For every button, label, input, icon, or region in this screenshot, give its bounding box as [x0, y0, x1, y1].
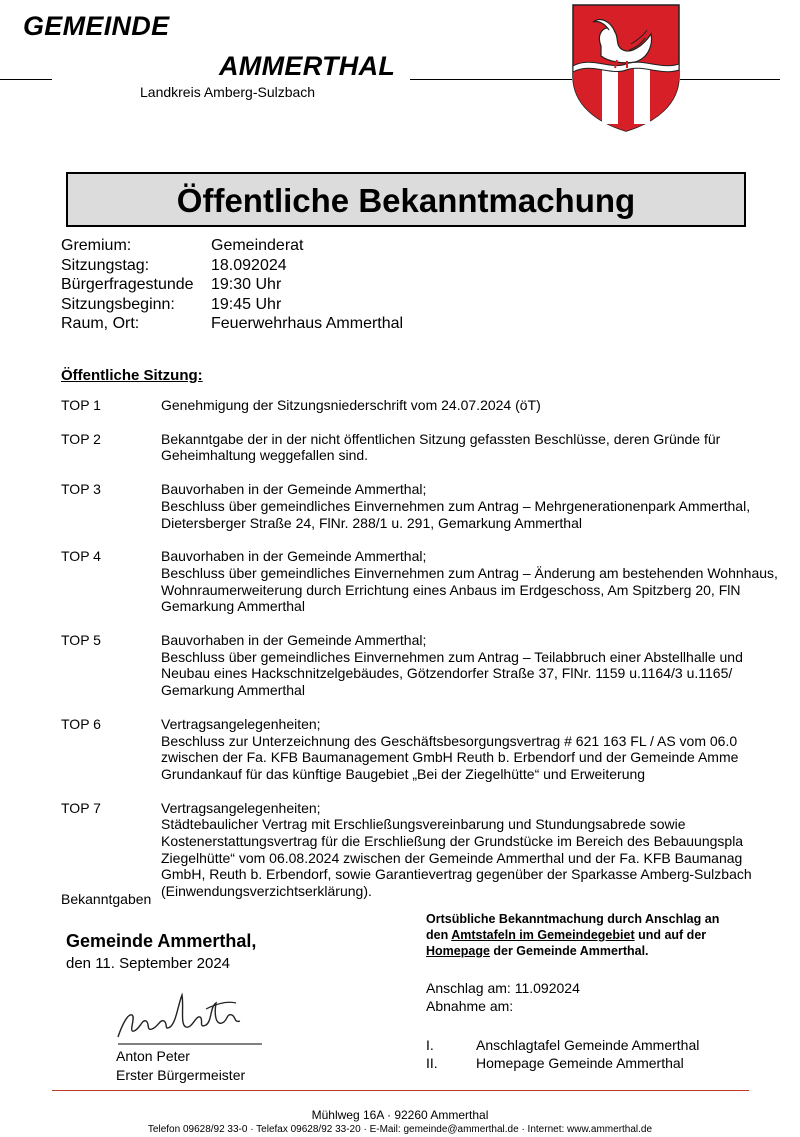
- agenda-line: Bekanntgabe der in der nicht öffentlichen Sitzung gefassten Beschlüsse, deren Gründe für: [161, 430, 721, 447]
- header-district: Landkreis Amberg-Sulzbach: [140, 84, 316, 100]
- agenda-item: [61, 481, 800, 531]
- agenda-item: [61, 397, 800, 414]
- agenda-line: GmbH, Reuth b. Erbendorf, sowie Garantievertrag gegenüber der Sparkasse Amberg-Sulzbach: [161, 866, 752, 883]
- footer-divider: [52, 1090, 749, 1091]
- agenda-line: Genehmigung der Sitzungsniederschrift vom 24.07.2024 (öT): [161, 397, 541, 413]
- signer: [116, 1047, 245, 1085]
- agenda-text: [161, 716, 738, 783]
- agenda-line: Beschluss über gemeindliches Einvernehmen zum Antrag – Teilabbruch einer Abstellhalle und: [161, 648, 743, 665]
- agenda-line: Gemarkung Ammerthal: [161, 598, 305, 615]
- agenda-number: TOP 5: [61, 632, 101, 649]
- agenda-line: Vertragsangelegenheiten;: [161, 799, 321, 816]
- coat-of-arms: [571, 4, 681, 132]
- meta-row: [61, 275, 403, 295]
- header-gemeinde: GEMEINDE: [23, 11, 170, 41]
- agenda-line: Kostenerstattungsvertrag für die Erschließung der Grundstücke im Bereich des Bebauungspla: [161, 833, 744, 850]
- agenda-item: [61, 431, 800, 464]
- title-box: [66, 172, 746, 227]
- header-ammerthal: AMMERTHAL: [219, 51, 396, 81]
- list-item: [426, 1036, 699, 1054]
- signature-date: den 11. September 2024: [66, 955, 231, 972]
- agenda-line: Ziegelhütte“ vom 06.08.2024 zwischen der Gemeinde Ammerthal und der Fa. KFB Baumanag: [161, 849, 743, 866]
- signature-icon: [110, 985, 270, 1047]
- header-rule-middle: [410, 79, 572, 80]
- agenda-line: Bauvorhaben in der Gemeinde Ammerthal;: [161, 548, 427, 565]
- agenda-line: Dietersberger Straße 24, FlNr. 288/1 u. 291, Gemarkung Ammerthal: [161, 514, 582, 531]
- meta-value: 19:30 Uhr: [211, 276, 282, 293]
- meta-row: [61, 256, 403, 276]
- section-title: Öffentliche Sitzung:: [61, 367, 203, 384]
- agenda-number: TOP 1: [61, 397, 101, 413]
- agenda-text: [161, 800, 752, 900]
- notice-text: und auf der: [634, 928, 707, 942]
- page-title: Öffentliche Bekanntmachung: [176, 182, 636, 219]
- meta-label: Raum, Ort:: [61, 315, 140, 332]
- agenda-number: TOP 6: [61, 715, 101, 732]
- meta-label: Sitzungsbeginn:: [61, 295, 175, 313]
- footer-contact: Telefon 09628/92 33-0 · Telefax 09628/92 33-20 · E-Mail: gemeinde@ammerthal.de · Internet: www.ammerthal.de: [147, 1124, 653, 1135]
- notice-line-2: [426, 927, 786, 943]
- agenda-line: Beschluss zur Unterzeichnung des Geschäftsbesorgungsvertrag # 621 163 FL / AS vom 06.0: [161, 732, 738, 749]
- agenda-item: [61, 800, 800, 900]
- agenda-line: (Einwendungsverzichtserklärung).: [161, 883, 372, 900]
- bekanntgaben-heading: Bekanntgaben: [61, 891, 152, 907]
- agenda-line: Neubau eines Hackschnitzelgebäudes, Götzendorfer Straße 37, FlNr. 1159 u.1164/3 u.1165/: [161, 665, 733, 682]
- agenda-line: zwischen der Fa. KFB Baumanagement GmbH Reuth b. Erbendorf und der Gemeinde Amme: [161, 749, 739, 766]
- notice-text: den: [426, 928, 452, 942]
- notice-line-1: Ortsübliche Bekanntmachung durch Anschlag an: [426, 912, 720, 926]
- meta-row: [61, 295, 403, 315]
- meta-label: Bürgerfragestunde: [61, 276, 194, 293]
- header-rule-left: [0, 79, 52, 80]
- agenda-line: Bauvorhaben in der Gemeinde Ammerthal;: [161, 481, 427, 498]
- signature-block: [66, 931, 256, 972]
- agenda-line: Wohnraumerweiterung durch Errichtung eines Anbaus im Erdgeschoss, Am Spitzberg 20, FlN: [161, 581, 741, 598]
- handwritten-signature: [110, 985, 270, 1047]
- meta-value: 18.092024: [211, 256, 287, 274]
- signer-role: Erster Bürgermeister: [116, 1067, 246, 1083]
- agenda-text: [161, 548, 778, 615]
- notice-underlined: Amtstafeln im Gemeindegebiet: [451, 928, 635, 942]
- meta-value: 19:45 Uhr: [211, 295, 282, 313]
- meta-label: Gremium:: [61, 237, 132, 254]
- meta-label: Sitzungstag:: [61, 256, 150, 274]
- agenda-line: Städtebaulicher Vertrag mit Erschließungsvereinbarung und Stundungsabrede sowie: [161, 816, 686, 833]
- agenda-text: [161, 481, 750, 531]
- posting-places: [426, 1036, 699, 1072]
- agenda-number: TOP 4: [61, 548, 101, 565]
- list-text: Homepage Gemeinde Ammerthal: [476, 1055, 684, 1071]
- list-number: I.: [426, 1037, 434, 1053]
- meeting-meta: [61, 236, 403, 334]
- agenda-line: Vertragsangelegenheiten;: [161, 715, 321, 732]
- notice-text: der Gemeinde Ammerthal.: [489, 944, 649, 958]
- agenda-item: [61, 548, 800, 615]
- meta-row: [61, 314, 403, 334]
- notice-underlined: Homepage: [426, 944, 490, 958]
- list-item: [426, 1054, 699, 1072]
- agenda-number: TOP 2: [61, 430, 101, 447]
- agenda-line: Beschluss über gemeindliches Einvernehmen zum Antrag – Mehrgenerationenpark Ammerthal,: [161, 497, 751, 514]
- agenda-line: Geheimhaltung weggefallen sind.: [161, 447, 369, 464]
- agenda-text: [161, 632, 743, 699]
- notice-block: [426, 911, 786, 959]
- agenda: [61, 397, 800, 917]
- meta-value: Feuerwehrhaus Ammerthal: [211, 315, 404, 332]
- meta-value: Gemeinderat: [211, 237, 304, 254]
- agenda-text: [161, 397, 541, 414]
- meta-row: [61, 236, 403, 256]
- agenda-text: [161, 431, 720, 464]
- posted-on: Anschlag am: 11.092024: [426, 980, 580, 996]
- posting-dates: [426, 979, 580, 1015]
- header-rule-right: [680, 79, 780, 80]
- coat-of-arms-icon: [571, 4, 681, 132]
- agenda-line: Grundankauf für das künftige Baugebiet „Bei der Ziegelhütte“ und Erweiterung: [161, 765, 646, 782]
- list-text: Anschlagtafel Gemeinde Ammerthal: [476, 1037, 700, 1053]
- agenda-line: Beschluss über gemeindliches Einvernehmen zum Antrag – Änderung am bestehenden Wohnhaus,: [161, 564, 778, 581]
- agenda-line: Bauvorhaben in der Gemeinde Ammerthal;: [161, 632, 427, 649]
- notice-line-3: [426, 943, 786, 959]
- list-number: II.: [426, 1055, 438, 1071]
- agenda-number: TOP 3: [61, 481, 101, 498]
- removed-on: Abnahme am:: [426, 998, 514, 1014]
- signature-municipality: Gemeinde Ammerthal,: [66, 931, 257, 951]
- agenda-number: TOP 7: [61, 799, 101, 816]
- agenda-item: [61, 632, 800, 699]
- signer-name: Anton Peter: [116, 1048, 190, 1064]
- footer-address: Mühlweg 16A · 92260 Ammerthal: [311, 1108, 489, 1122]
- agenda-line: Gemarkung Ammerthal: [161, 682, 305, 699]
- agenda-item: [61, 716, 800, 783]
